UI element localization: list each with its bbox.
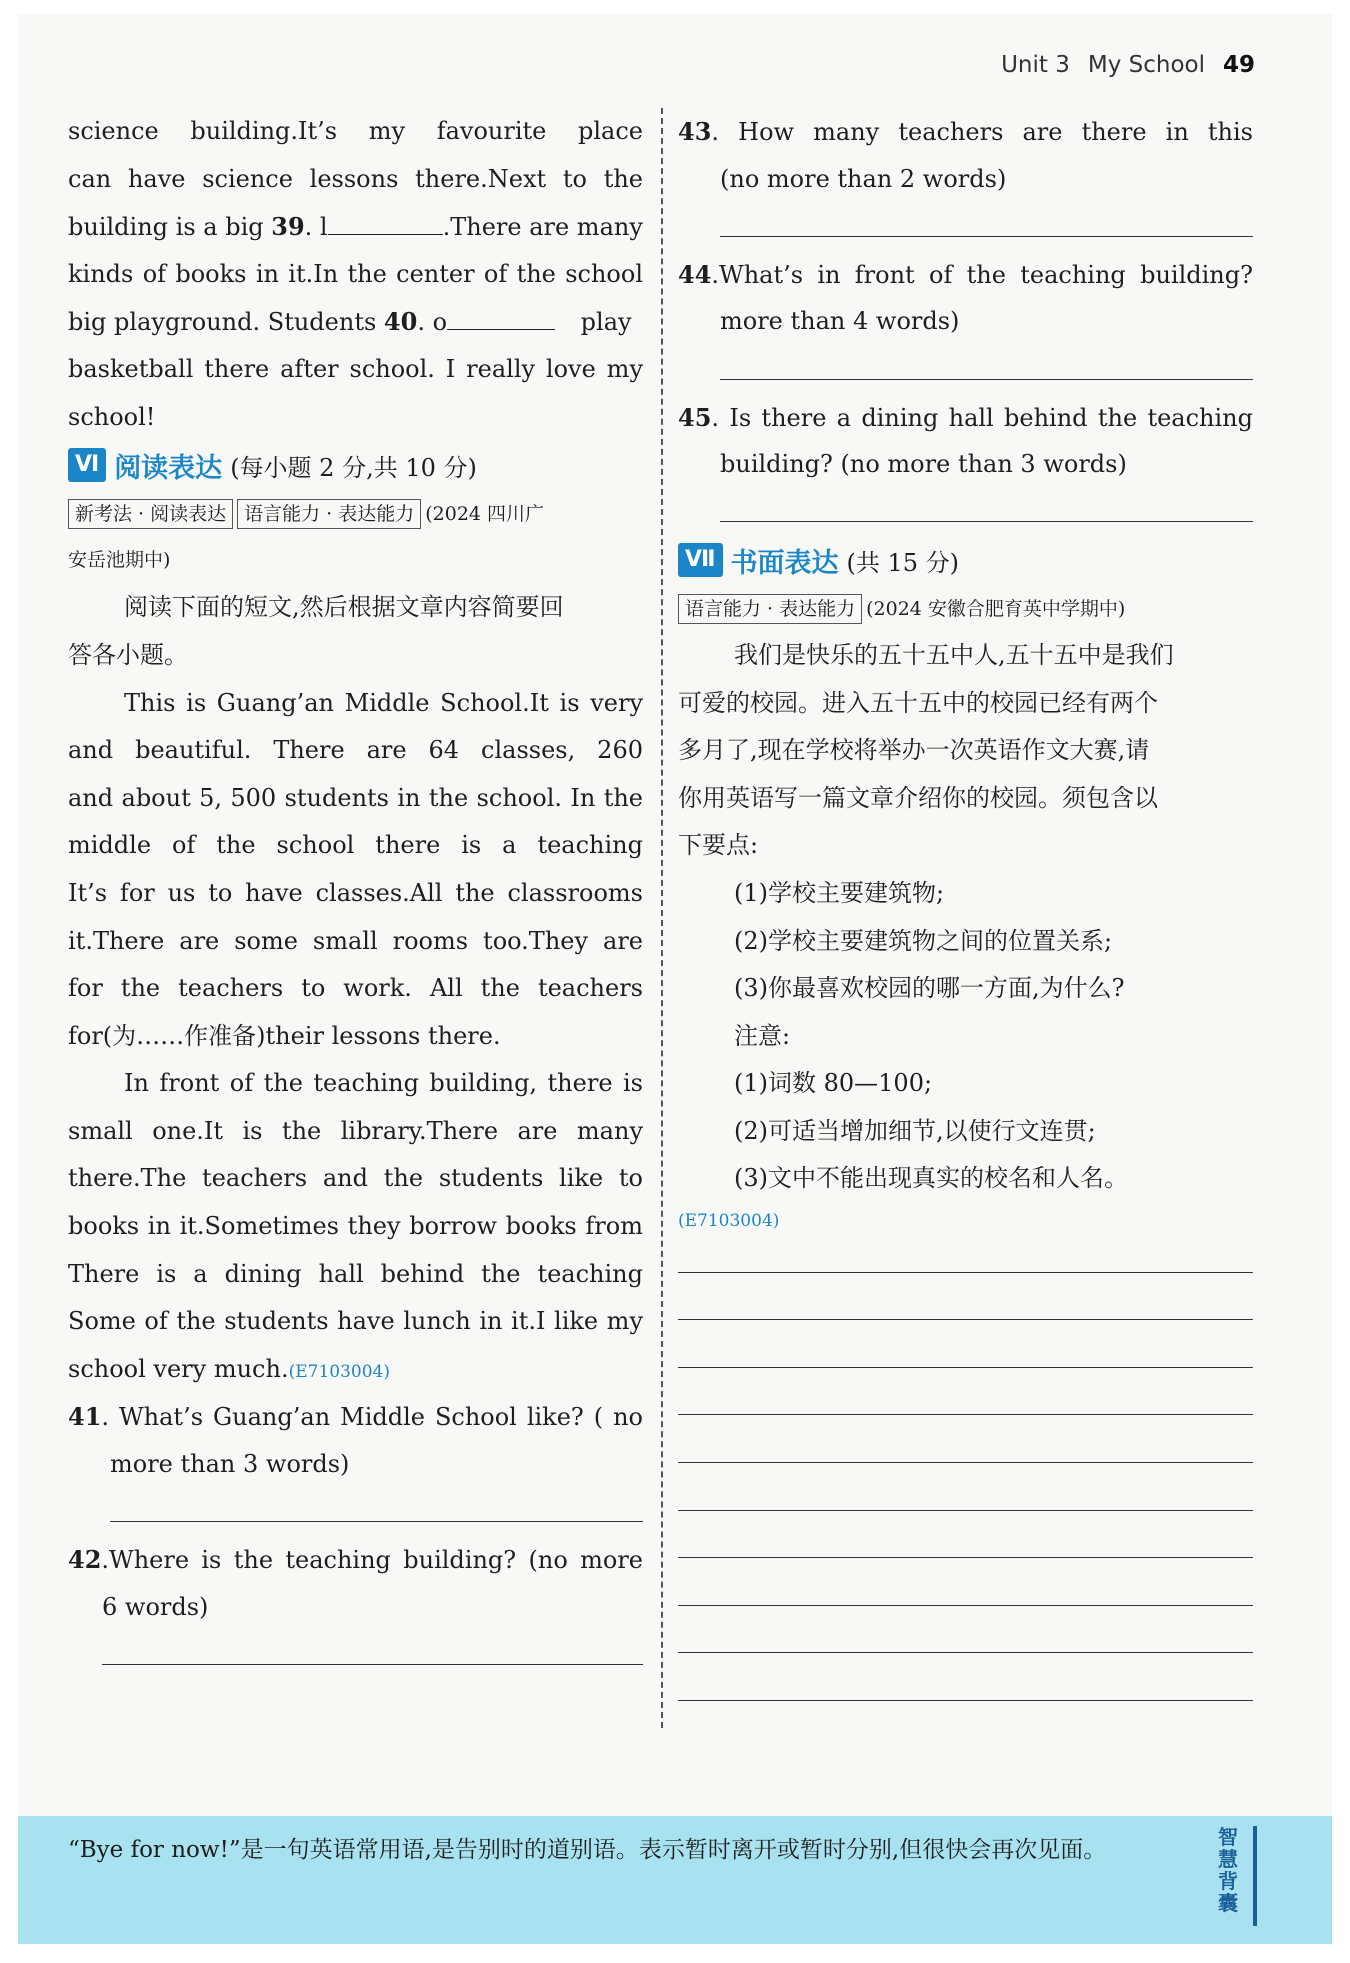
blank-number-40: 40 bbox=[383, 307, 418, 337]
section-7-score: (共 15 分) bbox=[846, 548, 960, 577]
passage-text: school very much. bbox=[68, 1354, 289, 1383]
question-41 bbox=[68, 1393, 643, 1441]
text-line: can have science lessons there.Next to the bbox=[68, 164, 643, 193]
page-number: 49 bbox=[1222, 52, 1255, 78]
passage-line: This is Guang’an Middle School.It is very bbox=[124, 688, 643, 717]
question-text: . What’s Guang’an Middle School like? ( no bbox=[101, 1403, 643, 1432]
text-line: science building.It’s my favourite place bbox=[68, 117, 643, 145]
unit-title: My School bbox=[1087, 52, 1205, 78]
blank-number-39: 39 bbox=[271, 212, 305, 242]
passage-line: there.The teachers and the students like to bbox=[68, 1164, 643, 1193]
text-part: .There are many bbox=[442, 213, 643, 242]
passage-line: it.There are some small rooms too.They are bbox=[68, 926, 643, 955]
writing-prompt-line: 下要点: bbox=[678, 831, 759, 860]
section-6-badge: Ⅵ bbox=[68, 448, 106, 482]
question-code: (E7103004) bbox=[678, 1211, 780, 1232]
section-7-title bbox=[678, 536, 1253, 584]
passage-line: for the teachers to work. All the teachers bbox=[68, 974, 643, 1003]
page-header bbox=[1001, 52, 1255, 78]
source-text: (2024 四川广 bbox=[425, 503, 545, 526]
writing-line[interactable] bbox=[678, 1620, 1253, 1668]
question-43-cont: (no more than 2 words) bbox=[720, 164, 1007, 193]
writing-point: (3)你最喜欢校园的哪一方面,为什么? bbox=[734, 974, 1125, 1003]
question-45 bbox=[678, 394, 1253, 442]
source-text-cont: 安岳池期中) bbox=[68, 548, 171, 571]
writing-prompt-line: 可爱的校园。进入五十五中的校园已经有两个 bbox=[678, 688, 1158, 717]
writing-point: (1)词数 80—100; bbox=[734, 1069, 933, 1098]
blank-hint-39: . l bbox=[304, 213, 328, 242]
text-line: kinds of books in it.In the center of the school bbox=[68, 259, 643, 288]
tip-bar bbox=[1253, 1826, 1257, 1926]
section-6-score: (每小题 2 分,共 10 分) bbox=[230, 453, 477, 482]
writing-line[interactable] bbox=[678, 1334, 1253, 1382]
text-line-40 bbox=[68, 298, 643, 346]
tag-ability: 语言能力 · 表达能力 bbox=[237, 499, 421, 529]
passage-line: and beautiful. There are 64 classes, 260 bbox=[68, 736, 643, 765]
writing-prompt-line: 我们是快乐的五十五中人,五十五中是我们 bbox=[734, 640, 1174, 669]
tip-box bbox=[18, 1816, 1332, 1944]
question-42-cont: 6 words) bbox=[102, 1592, 209, 1621]
section-7-tags bbox=[678, 584, 1253, 632]
question-number: 42 bbox=[68, 1545, 102, 1575]
text-line: school! bbox=[68, 402, 156, 431]
question-43 bbox=[678, 108, 1253, 156]
blank-39[interactable] bbox=[328, 210, 443, 235]
question-44 bbox=[678, 251, 1253, 299]
passage-line: and about 5, 500 students in the school. In the bbox=[68, 783, 643, 812]
writing-line[interactable] bbox=[678, 1525, 1253, 1573]
answer-line-44[interactable] bbox=[720, 346, 1253, 394]
instruction-line: 阅读下面的短文,然后根据文章内容简要回 bbox=[124, 593, 564, 622]
question-code: (E7103004) bbox=[288, 1361, 390, 1382]
answer-line-42[interactable] bbox=[102, 1631, 643, 1679]
tip-label: 智慧背囊 bbox=[1218, 1825, 1238, 1915]
writing-prompt-line: 多月了,现在学校将举办一次英语作文大赛,请 bbox=[678, 736, 1150, 765]
right-column bbox=[678, 108, 1253, 1715]
unit-label: Unit 3 bbox=[1001, 52, 1070, 78]
writing-point: (2)可适当增加细节,以使行文连贯; bbox=[734, 1116, 1096, 1145]
question-41-cont: more than 3 words) bbox=[110, 1450, 350, 1479]
question-42 bbox=[68, 1536, 643, 1584]
writing-point: (2)学校主要建筑物之间的位置关系; bbox=[734, 926, 1113, 955]
passage-line: for(为……作准备)their lessons there. bbox=[68, 1021, 501, 1050]
passage-line: In front of the teaching building, there is bbox=[124, 1069, 643, 1098]
section-6-tags bbox=[68, 489, 643, 537]
writing-line[interactable] bbox=[678, 1572, 1253, 1620]
writing-point: (3)文中不能出现真实的校名和人名。 bbox=[734, 1164, 1128, 1193]
passage-line: There is a dining hall behind the teaching bbox=[68, 1259, 643, 1288]
section-7-name: 书面表达 bbox=[730, 547, 839, 579]
question-text: .What’s in front of the teaching building? bbox=[711, 260, 1253, 289]
writing-line[interactable] bbox=[678, 1287, 1253, 1335]
text-line: basketball there after school. I really love my bbox=[68, 354, 643, 383]
text-part: big playground. Students bbox=[68, 308, 384, 337]
answer-line-41[interactable] bbox=[110, 1489, 643, 1537]
passage-line: small one.It is the library.There are many bbox=[68, 1116, 643, 1145]
section-6-name: 阅读表达 bbox=[114, 452, 223, 484]
writing-line[interactable] bbox=[678, 1477, 1253, 1525]
instruction-line: 答各小题。 bbox=[68, 640, 188, 669]
blank-hint-40: . o bbox=[417, 308, 448, 337]
answer-line-45[interactable] bbox=[720, 489, 1253, 537]
question-text: . Is there a dining hall behind the teaching bbox=[711, 403, 1253, 432]
tag-ability: 语言能力 · 表达能力 bbox=[678, 594, 862, 624]
question-text: . How many teachers are there in this bbox=[711, 118, 1253, 146]
writing-prompt-line: 你用英语写一篇文章介绍你的校园。须包含以 bbox=[678, 783, 1158, 812]
question-44-cont: more than 4 words) bbox=[720, 307, 960, 336]
text-part: building is a big bbox=[68, 213, 272, 242]
writing-line[interactable] bbox=[678, 1239, 1253, 1287]
passage-line: middle of the school there is a teaching bbox=[68, 831, 643, 860]
blank-40[interactable] bbox=[447, 305, 555, 330]
tip-text: “Bye for now!”是一句英语常用语,是告别时的道别语。表示暂时离开或暂时分别,但很快会再次见面。 bbox=[68, 1837, 1107, 1863]
question-text: .Where is the teaching building? (no more bbox=[101, 1546, 643, 1575]
writing-line[interactable] bbox=[678, 1382, 1253, 1430]
writing-line[interactable] bbox=[678, 1667, 1253, 1715]
answer-line-43[interactable] bbox=[720, 203, 1253, 251]
tag-new-exam: 新考法 · 阅读表达 bbox=[68, 499, 233, 529]
question-number: 41 bbox=[68, 1402, 102, 1432]
section-7-badge: Ⅶ bbox=[678, 543, 723, 577]
question-number: 44 bbox=[678, 259, 712, 289]
writing-line[interactable] bbox=[678, 1429, 1253, 1477]
text-line-39 bbox=[68, 203, 643, 251]
writing-point: (1)学校主要建筑物; bbox=[734, 878, 945, 907]
column-divider bbox=[661, 108, 663, 1728]
writing-note-label: 注意: bbox=[734, 1021, 791, 1050]
source-text: (2024 安徽合肥育英中学期中) bbox=[866, 598, 1126, 621]
section-6-title bbox=[68, 441, 643, 489]
question-number: 43 bbox=[678, 117, 712, 146]
left-column bbox=[68, 108, 643, 1679]
passage-line-last bbox=[68, 1346, 643, 1394]
question-45-cont: building? (no more than 3 words) bbox=[720, 450, 1127, 479]
text-part: play bbox=[573, 308, 632, 337]
passage-line: It’s for us to have classes.All the classrooms bbox=[68, 878, 643, 907]
passage-line: books in it.Sometimes they borrow books from bbox=[68, 1212, 643, 1241]
question-number: 45 bbox=[678, 402, 712, 432]
passage-line: Some of the students have lunch in it.I like my bbox=[68, 1307, 643, 1336]
